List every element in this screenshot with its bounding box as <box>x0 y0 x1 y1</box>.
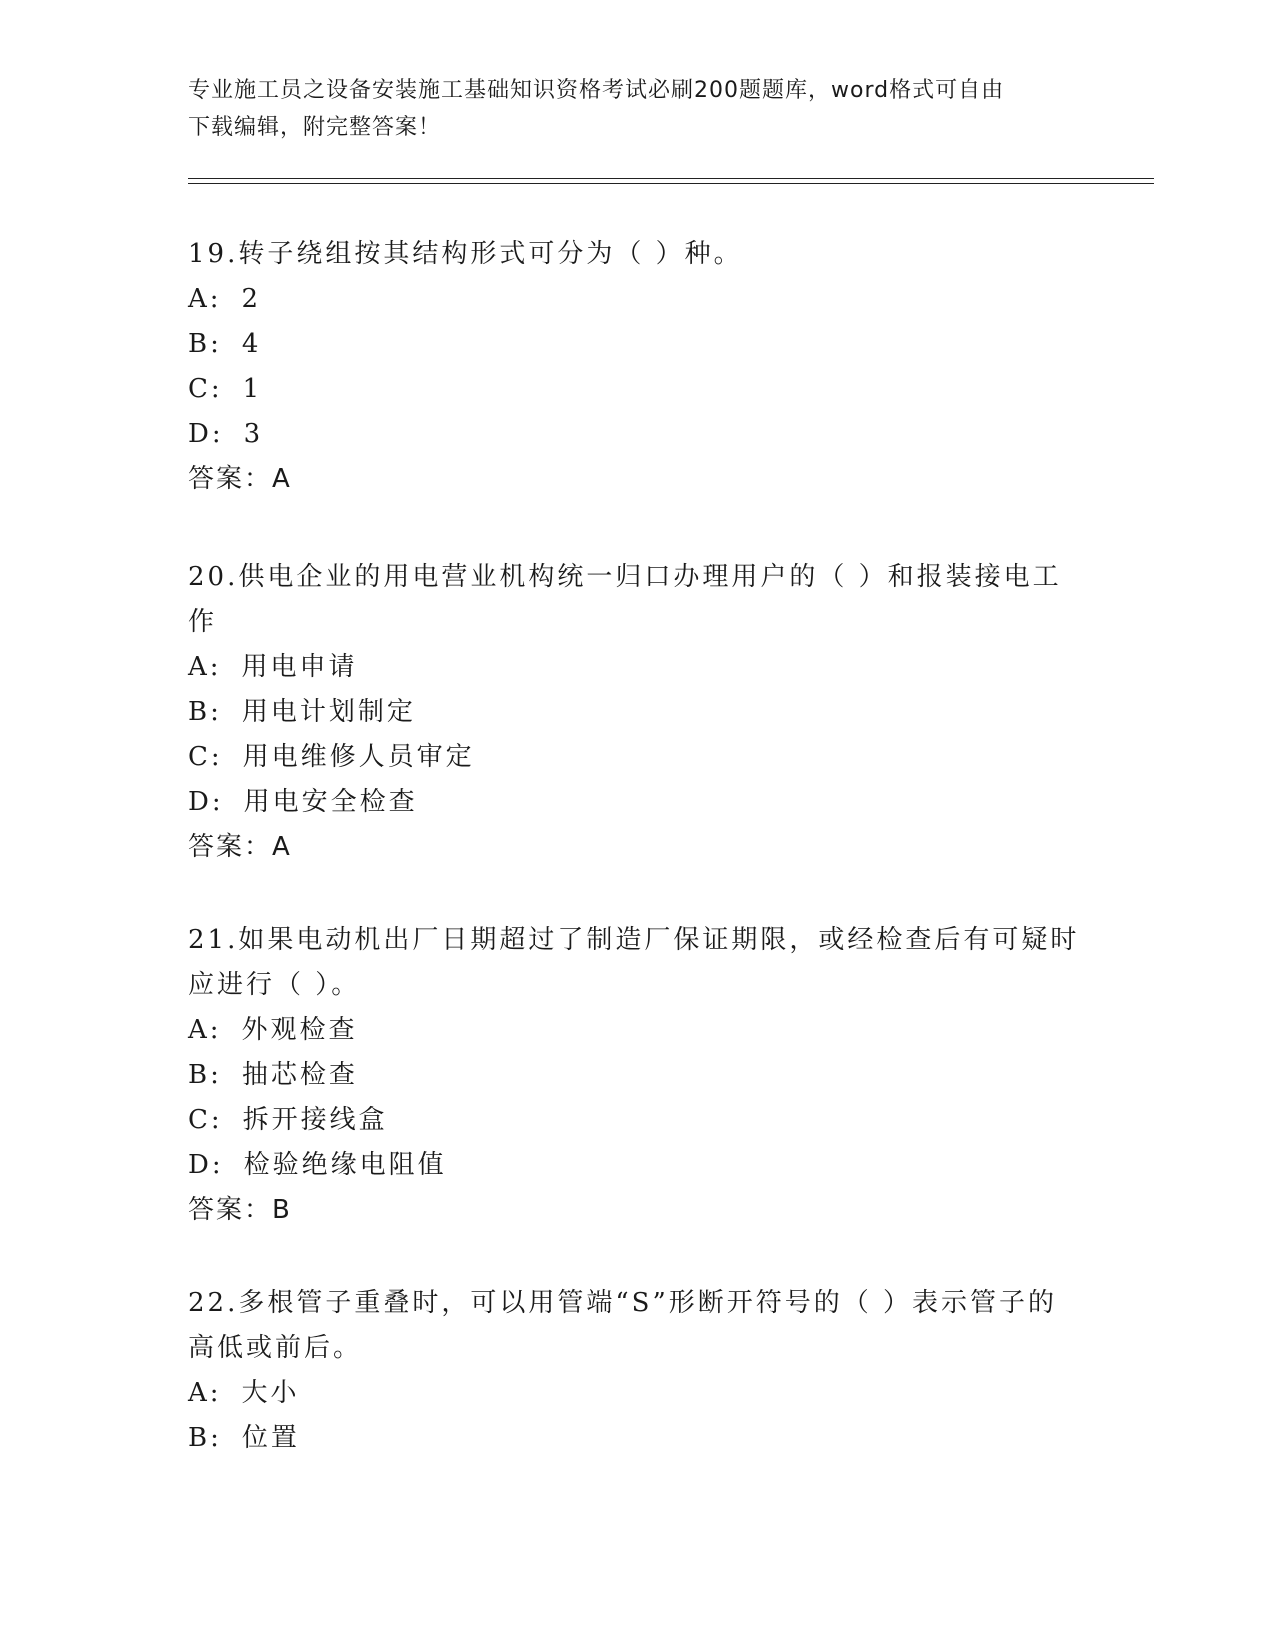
option-key: B: <box>188 697 222 727</box>
option-text: 用电申请 <box>241 652 358 682</box>
option-text: 拆开接线盒 <box>242 1105 388 1135</box>
option-key: C: <box>188 742 223 772</box>
question-stem: 21.如果电动机出厂日期超过了制造厂保证期限，或经检查后有可疑时 <box>188 925 1080 955</box>
question-stem-continued: 作 <box>188 607 218 637</box>
option-b <box>188 322 1088 367</box>
option-key: C: <box>188 374 223 404</box>
option-text: 3 <box>243 419 264 449</box>
option-text: 用电计划制定 <box>241 697 416 727</box>
document-header <box>188 72 1088 146</box>
option-text: 用电维修人员审定 <box>242 742 475 772</box>
question-stem-continued: 应进行（ ）。 <box>188 970 361 1000</box>
option-text: 用电安全检查 <box>243 787 418 817</box>
header-divider-top <box>188 178 1154 179</box>
option-text: 大小 <box>241 1378 300 1408</box>
option-a <box>188 1371 1088 1416</box>
option-key: B: <box>188 1060 222 1090</box>
option-d <box>188 1143 1088 1188</box>
question-stem: 22.多根管子重叠时，可以用管端“S”形断开符号的（ ）表示管子的 <box>188 1288 1058 1318</box>
option-a <box>188 645 1088 690</box>
option-text: 外观检查 <box>241 1015 358 1045</box>
option-key: B: <box>188 1423 222 1453</box>
header-line-1: 专业施工员之设备安装施工基础知识资格考试必刷200题题库，word格式可自由 <box>188 78 1005 103</box>
option-b <box>188 690 1088 735</box>
option-d <box>188 412 1088 457</box>
option-c <box>188 367 1088 412</box>
header-line-2: 下载编辑，附完整答案！ <box>188 115 442 140</box>
option-key: A: <box>188 284 222 314</box>
option-key: D: <box>188 1150 224 1180</box>
option-key: D: <box>188 419 224 449</box>
option-c <box>188 735 1088 780</box>
question-20 <box>188 555 1088 870</box>
option-d <box>188 780 1088 825</box>
question-stem-continued: 高低或前后。 <box>188 1333 363 1363</box>
option-key: C: <box>188 1105 223 1135</box>
question-22 <box>188 1281 1088 1461</box>
option-b <box>188 1053 1088 1098</box>
option-key: D: <box>188 787 224 817</box>
answer: 答案：A <box>188 464 292 494</box>
question-stem: 20.供电企业的用电营业机构统一归口办理用户的（ ）和报装接电工 <box>188 562 1062 592</box>
question-21 <box>188 918 1088 1233</box>
option-text: 位置 <box>241 1423 300 1453</box>
option-key: A: <box>188 1015 222 1045</box>
option-b <box>188 1416 1088 1461</box>
option-key: B: <box>188 329 222 359</box>
option-a <box>188 277 1088 322</box>
option-text: 检验绝缘电阻值 <box>243 1150 447 1180</box>
option-text: 1 <box>242 374 263 404</box>
question-stem: 19.转子绕组按其结构形式可分为（ ）种。 <box>188 239 743 269</box>
option-c <box>188 1098 1088 1143</box>
answer: 答案：A <box>188 832 292 862</box>
option-text: 2 <box>241 284 262 314</box>
header-divider-bottom <box>188 183 1154 184</box>
option-key: A: <box>188 652 222 682</box>
option-key: A: <box>188 1378 222 1408</box>
question-19 <box>188 232 1088 502</box>
option-text: 抽芯检查 <box>241 1060 358 1090</box>
answer: 答案：B <box>188 1195 292 1225</box>
option-text: 4 <box>241 329 262 359</box>
option-a <box>188 1008 1088 1053</box>
